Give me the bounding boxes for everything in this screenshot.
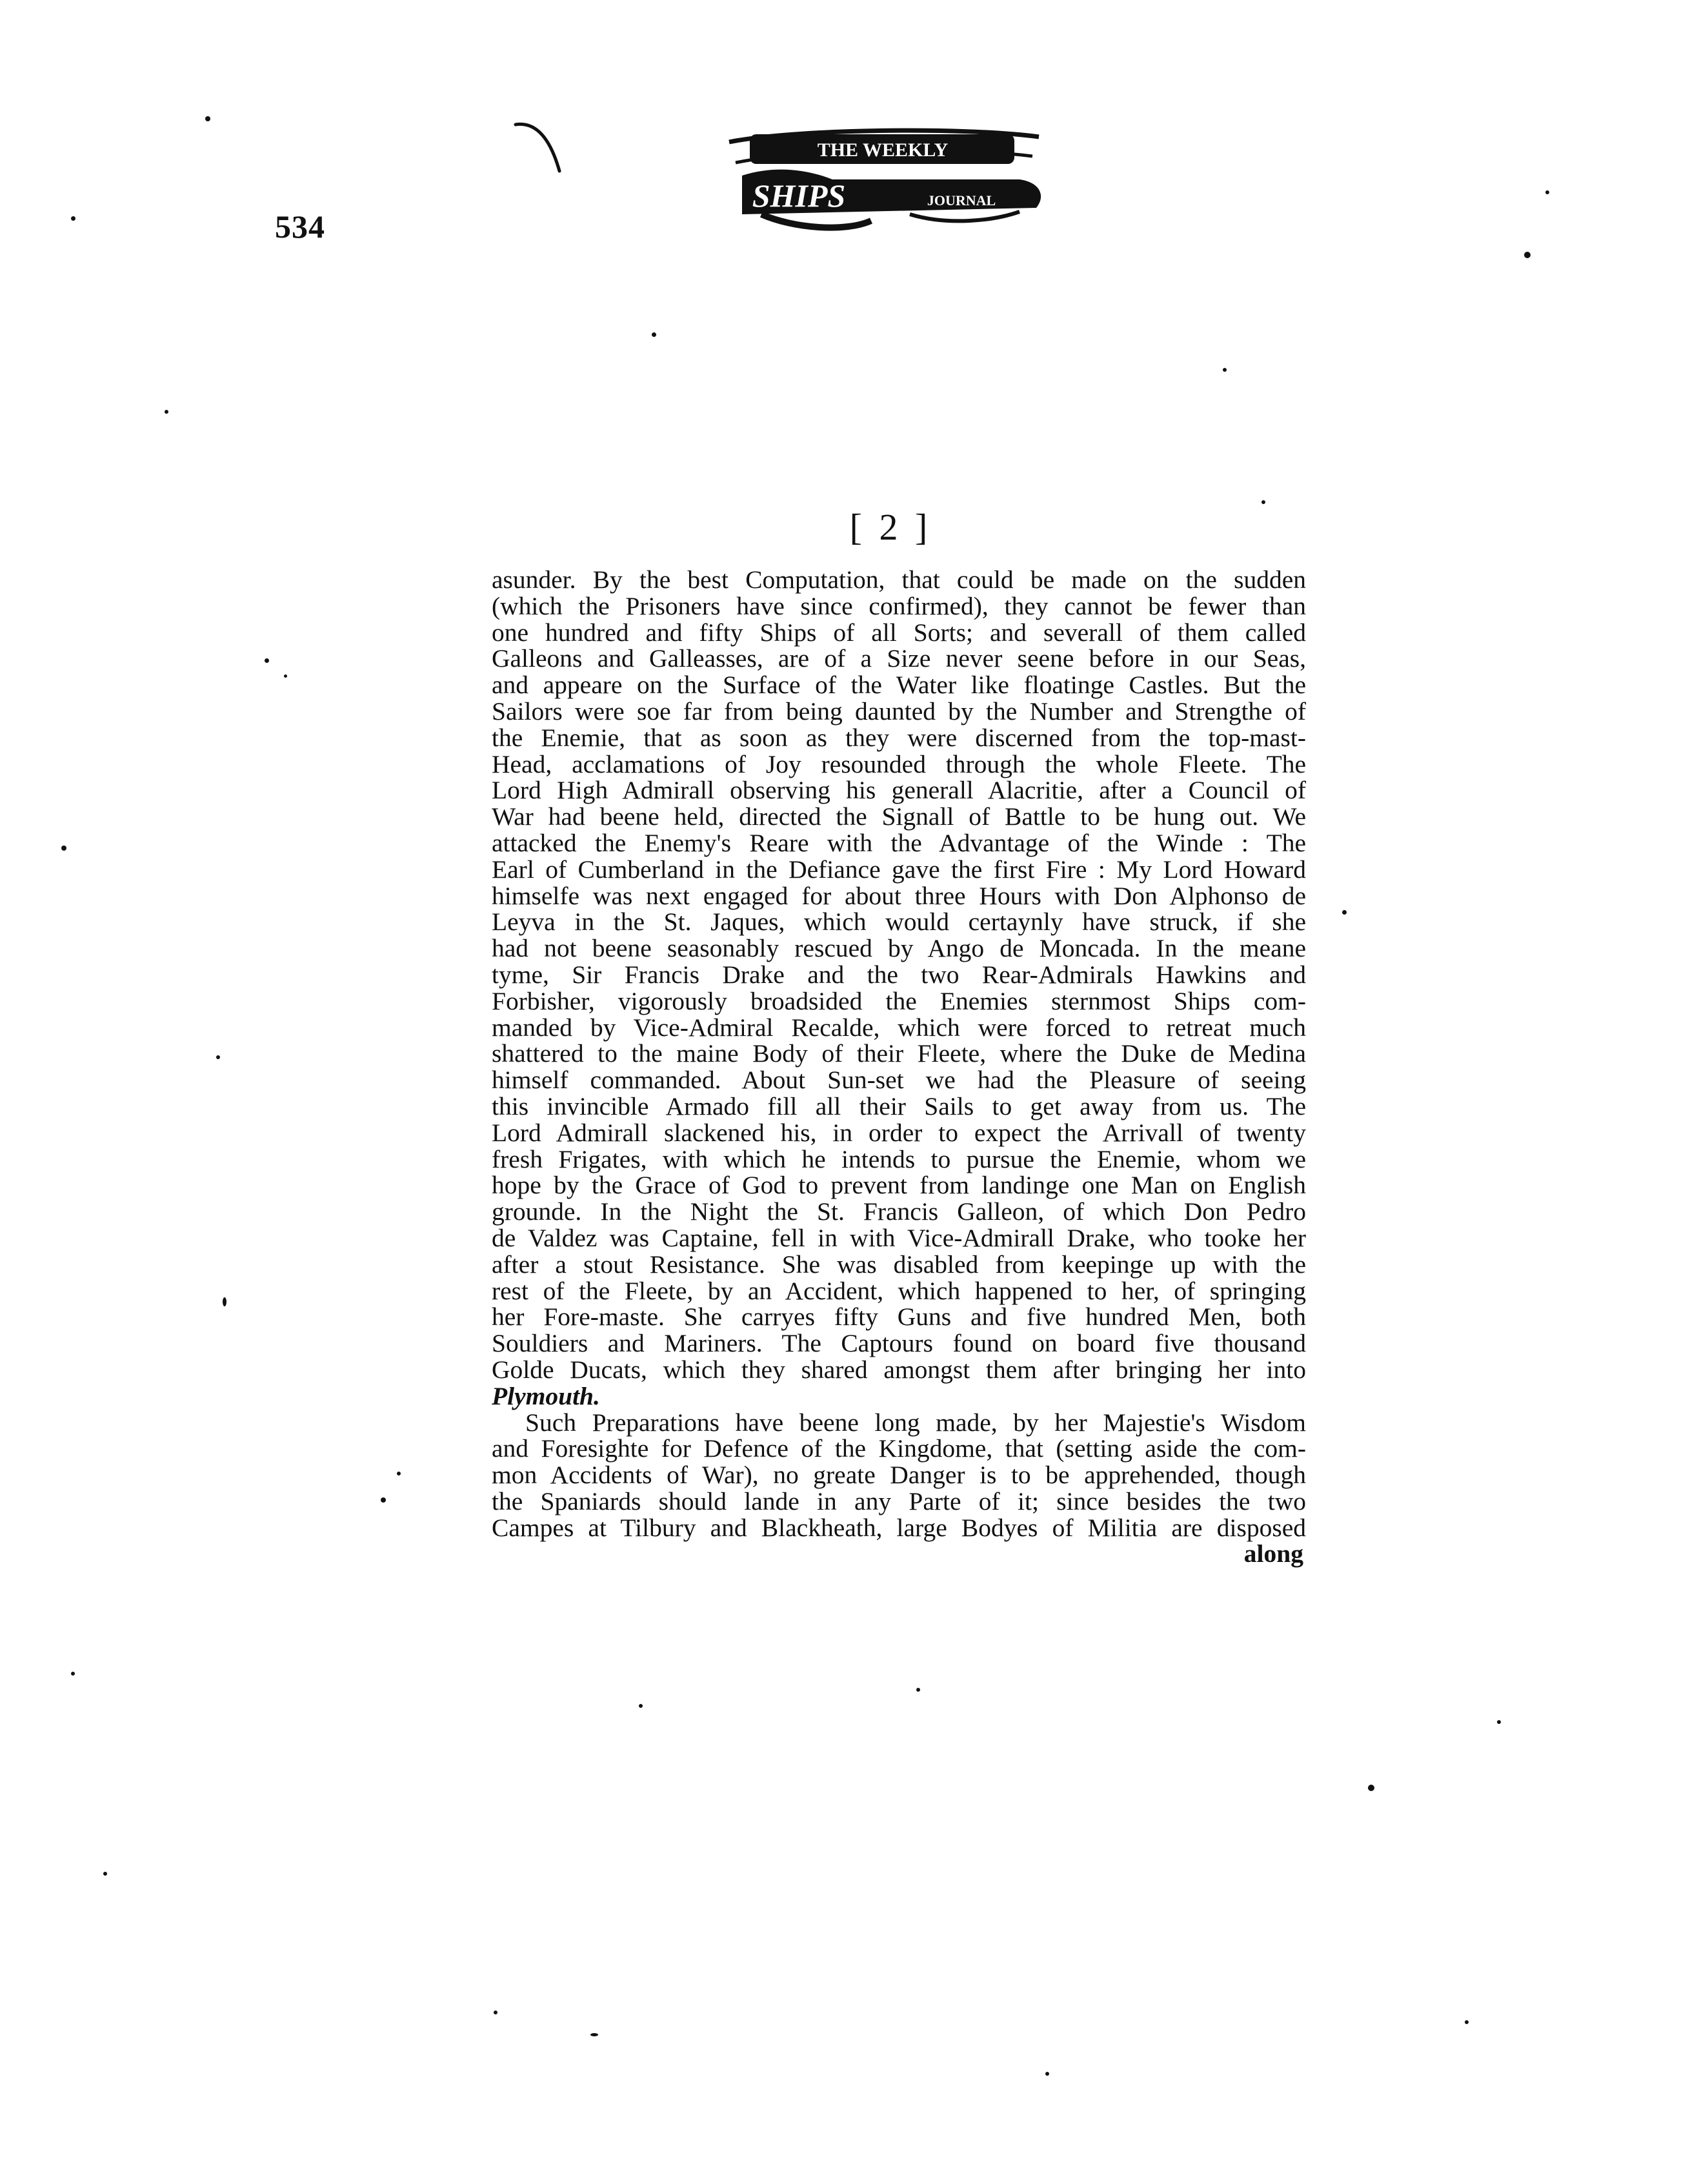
- scan-speck: [265, 658, 269, 663]
- scan-speck: [652, 332, 656, 337]
- scan-speck: [1342, 910, 1347, 915]
- scan-speck: [397, 1472, 401, 1475]
- scan-speck: [223, 1297, 226, 1306]
- text-line: this invincible Armado fill all their Sails to get away from us. The: [492, 1091, 1306, 1120]
- scan-speck: [1465, 2020, 1469, 2024]
- text-line: asunder. By the best Computation, that could be made on the sudden: [492, 565, 1306, 594]
- scan-speck: [71, 216, 75, 221]
- svg-text:JOURNAL: JOURNAL: [927, 192, 996, 208]
- scan-speck: [494, 2011, 497, 2014]
- scan-speck: [71, 1672, 75, 1676]
- text-line: shattered to the maine Body of their Fleete, where the Duke de Medina: [492, 1039, 1306, 1068]
- scan-speck: [61, 846, 66, 851]
- svg-text:THE WEEKLY: THE WEEKLY: [817, 139, 949, 161]
- text-line: fresh Frigates, with which he intends to pursue the Enemie, whom we: [492, 1144, 1306, 1173]
- text-line: mon Accidents of War), no greate Danger is to be apprehended, though: [492, 1461, 1306, 1490]
- text-line: Galleons and Galleasses, are of a Size never seene before in our Seas,: [492, 644, 1306, 673]
- text-line: had not beene seasonably rescued by Ango de Moncada. In the meane: [492, 934, 1306, 963]
- ink-scratch: [513, 119, 565, 177]
- scan-speck: [1545, 190, 1549, 194]
- scan-speck: [1497, 1720, 1501, 1724]
- article-body: [492, 567, 1306, 1567]
- scan-speck: [639, 1704, 643, 1708]
- scan-speck: [165, 410, 168, 414]
- scan-speck: [590, 2033, 598, 2036]
- text-line: Forbisher, vigorously broadsided the Enemies sternmost Ships com-: [492, 986, 1306, 1015]
- folio-page-label: [ 2 ]: [849, 506, 932, 548]
- text-line: and Foresighte for Defence of the Kingdome, that (setting aside the com-: [492, 1434, 1306, 1463]
- text-line: Plymouth.: [492, 1381, 600, 1410]
- scan-speck: [284, 674, 287, 678]
- text-line: hope by the Grace of God to prevent from landinge one Man on English: [492, 1171, 1306, 1200]
- scan-speck: [103, 1872, 107, 1876]
- text-line: (which the Prisoners have since confirmed), they cannot be fewer than: [492, 591, 1306, 620]
- text-line: War had beene held, directed the Signall of Battle to be hung out. We: [492, 802, 1306, 831]
- text-line: Such Preparations have beene long made, by her Majestie's Wisdom: [525, 1408, 1306, 1437]
- text-line: himselfe was next engaged for about three Hours with Don Alphonso de: [492, 881, 1306, 910]
- text-line: grounde. In the Night the St. Francis Galleon, of which Don Pedro: [492, 1197, 1306, 1226]
- text-line: one hundred and fifty Ships of all Sorts; and severall of them called: [492, 618, 1306, 647]
- text-line: Leyva in the St. Jaques, which would certaynly have struck, if she: [492, 907, 1306, 937]
- text-line: Lord Admirall slackened his, in order to expect the Arrivall of twenty: [492, 1118, 1306, 1147]
- text-line: and appeare on the Surface of the Water like floatinge Castles. But the: [492, 671, 1306, 700]
- text-line: her Fore-maste. She carryes fifty Guns and five hundred Men, both: [492, 1302, 1306, 1332]
- scan-speck: [1524, 252, 1531, 258]
- text-line: de Valdez was Captaine, fell in with Vice-Admirall Drake, who tooke her: [492, 1223, 1306, 1252]
- scan-speck: [381, 1497, 386, 1503]
- scan-speck: [216, 1055, 220, 1059]
- catchword: along: [1243, 1539, 1303, 1568]
- scan-speck: [1261, 500, 1265, 504]
- text-line: Head, acclamations of Joy resounded through the whole Fleete. The: [492, 749, 1306, 778]
- text-line: after a stout Resistance. She was disabled from keepinge up with the: [492, 1250, 1306, 1279]
- scan-speck: [1368, 1785, 1374, 1791]
- text-line: the Spaniards should lande in any Parte of it; since besides the two: [492, 1486, 1306, 1515]
- masthead-logo: [716, 117, 1052, 247]
- text-line: manded by Vice-Admiral Recalde, which were forced to retreat much: [492, 1013, 1306, 1042]
- text-line: Sailors were soe far from being daunted by the Number and Strengthe of: [492, 696, 1306, 725]
- text-line: Campes at Tilbury and Blackheath, large Bodyes of Militia are disposed: [492, 1513, 1306, 1542]
- text-line: tyme, Sir Francis Drake and the two Rear-Admirals Hawkins and: [492, 960, 1306, 989]
- text-line: himself commanded. About Sun-set we had the Pleasure of seeing: [492, 1066, 1306, 1095]
- page-number: 534: [275, 208, 325, 245]
- text-line: rest of the Fleete, by an Accident, which happened to her, of springing: [492, 1276, 1306, 1305]
- text-line: Lord High Admirall observing his generall Alacritie, after a Council of: [492, 776, 1306, 805]
- text-line: Souldiers and Mariners. The Captours found on board five thousand: [492, 1329, 1306, 1358]
- svg-text:SHIPS: SHIPS: [752, 177, 846, 214]
- text-line: Golde Ducats, which they shared amongst them after bringing her into: [492, 1355, 1306, 1384]
- scan-speck: [205, 116, 210, 121]
- text-line: attacked the Enemy's Reare with the Advantage of the Winde : The: [492, 828, 1306, 857]
- scan-speck: [1045, 2072, 1049, 2076]
- text-line: the Enemie, that as soon as they were discerned from the top-mast-: [492, 723, 1306, 752]
- scan-speck: [916, 1688, 920, 1692]
- text-line: Earl of Cumberland in the Defiance gave the first Fire : My Lord Howard: [492, 855, 1306, 884]
- scan-speck: [1223, 368, 1227, 372]
